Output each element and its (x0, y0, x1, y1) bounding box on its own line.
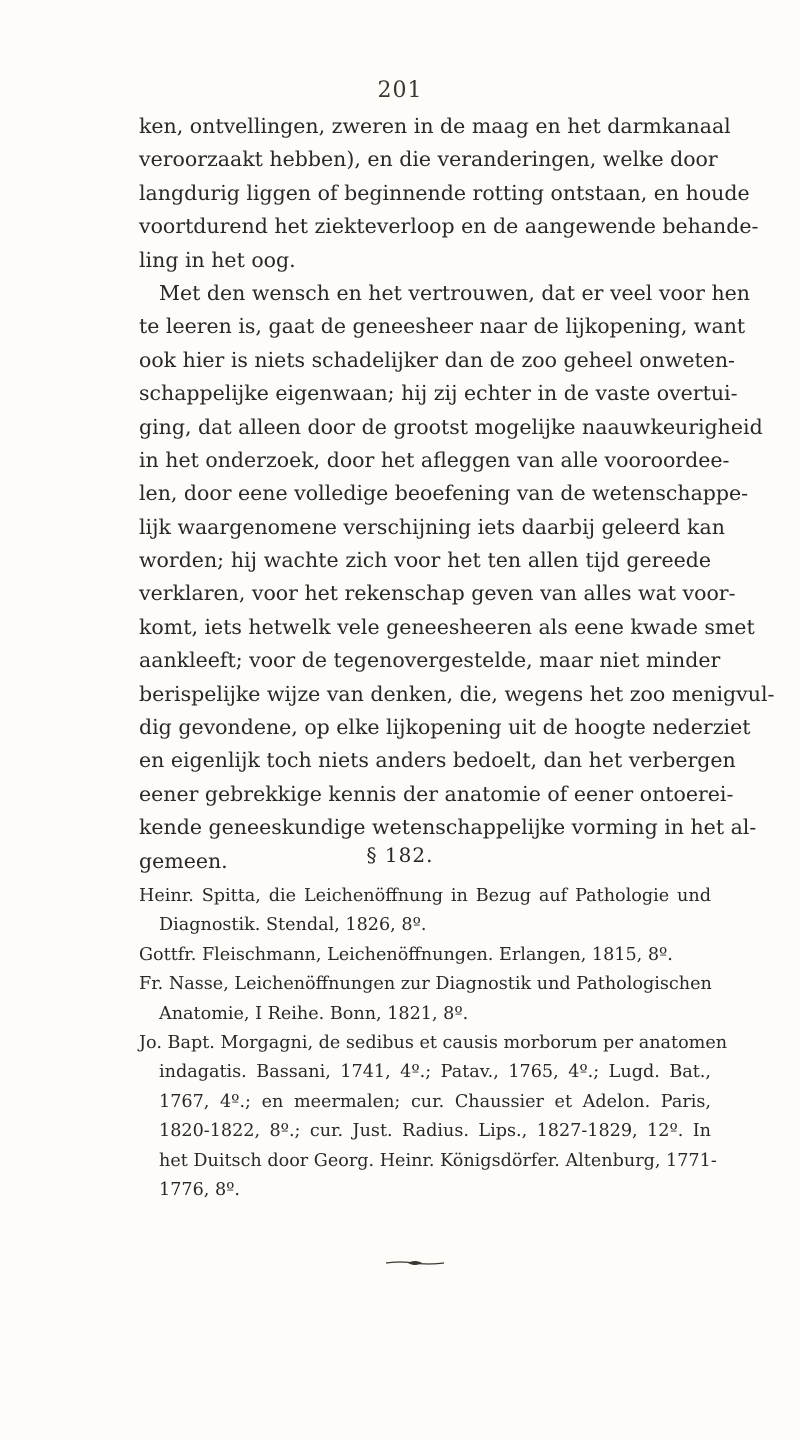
reference-line: 1820-1822, 8º.; cur. Just. Radius. Lips., 1827-1829, 12º. In (159, 1121, 711, 1142)
page-number: 201 (377, 78, 423, 103)
reference-line: Gottfr. Fleischmann, Leichenöffnungen. Erlangen, 1815, 8º. (139, 944, 673, 965)
body-line: en eigenlijk toch niets anders bedoelt, dan het verbergen (139, 748, 736, 773)
body-line: Met den wensch en het vertrouwen, dat er veel voor hen (159, 280, 750, 305)
body-line: ling in het oog. (139, 247, 296, 272)
body-line: berispelijke wijze van denken, die, wegens het zoo menigvul- (139, 681, 775, 706)
body-line: in het onderzoek, door het afleggen van alle vooroordee- (139, 447, 730, 472)
reference-line: Jo. Bapt. Morgagni, de sedibus et causis morborum per anatomen (139, 1032, 728, 1053)
body-line: komt, iets hetwelk vele geneesheeren als eene kwade smet (139, 614, 755, 639)
section-heading: § 182. (366, 843, 434, 867)
body-line: ook hier is niets schadelijker dan de zoo geheel onweten- (139, 347, 735, 372)
reference-line: Anatomie, I Reihe. Bonn, 1821, 8º. (159, 1003, 469, 1024)
body-line: eener gebrekkige kennis der anatomie of eener ontoerei- (139, 781, 734, 806)
reference-line: 1776, 8º. (159, 1179, 241, 1200)
body-line: len, door eene volledige beoefening van de wetenschappe- (139, 481, 749, 506)
reference-line: Heinr. Spitta, die Leichenöffnung in Bezug auf Pathologie und (139, 886, 711, 906)
reference-list (139, 882, 728, 1205)
reference-line: 1767, 4º.; en meermalen; cur. Chaussier et Adelon. Paris, (159, 1091, 711, 1112)
body-line: kende geneeskundige wetenschappelijke vorming in het al- (139, 815, 757, 840)
body-line: veroorzaakt hebben), en die veranderingen, welke door (139, 147, 718, 172)
body-line: voortdurend het ziekteverloop en de aangewende behande- (139, 214, 759, 239)
body-line: gemeen. (139, 848, 228, 873)
reference-line: het Duitsch door Georg. Heinr. Königsdörfer. Altenburg, 1771- (159, 1150, 717, 1171)
body-line: worden; hij wachte zich voor het ten allen tijd gereede (139, 548, 711, 573)
reference-line: Diagnostik. Stendal, 1826, 8º. (159, 915, 427, 936)
body-line: langdurig liggen of beginnende rotting ontstaan, en houde (139, 180, 750, 205)
ornament-divider (384, 1258, 446, 1268)
body-line: verklaren, voor het rekenschap geven van alles wat voor- (139, 581, 736, 606)
body-line: dig gevondene, op elke lijkopening uit de hoogte nederziet (139, 715, 751, 740)
body-line: lijk waargenomene verschijning iets daarbij geleerd kan (139, 514, 725, 539)
body-line: ken, ontvellingen, zweren in de maag en het darmkanaal (139, 114, 731, 138)
body-line: te leeren is, gaat de geneesheer naar de lijkopening, want (139, 314, 746, 339)
reference-line: Fr. Nasse, Leichenöffnungen zur Diagnostik und Pathologischen (139, 974, 712, 995)
body-line: schappelijke eigenwaan; hij zij echter in de vaste overtui- (139, 381, 738, 406)
body-text (139, 110, 775, 878)
body-line: aankleeft; voor de tegenovergestelde, maar niet minder (139, 648, 721, 673)
reference-line: indagatis. Bassani, 1741, 4º.; Patav., 1765, 4º.; Lugd. Bat., (159, 1062, 711, 1083)
body-line: ging, dat alleen door de grootst mogelijke naauwkeurigheid (139, 414, 763, 439)
